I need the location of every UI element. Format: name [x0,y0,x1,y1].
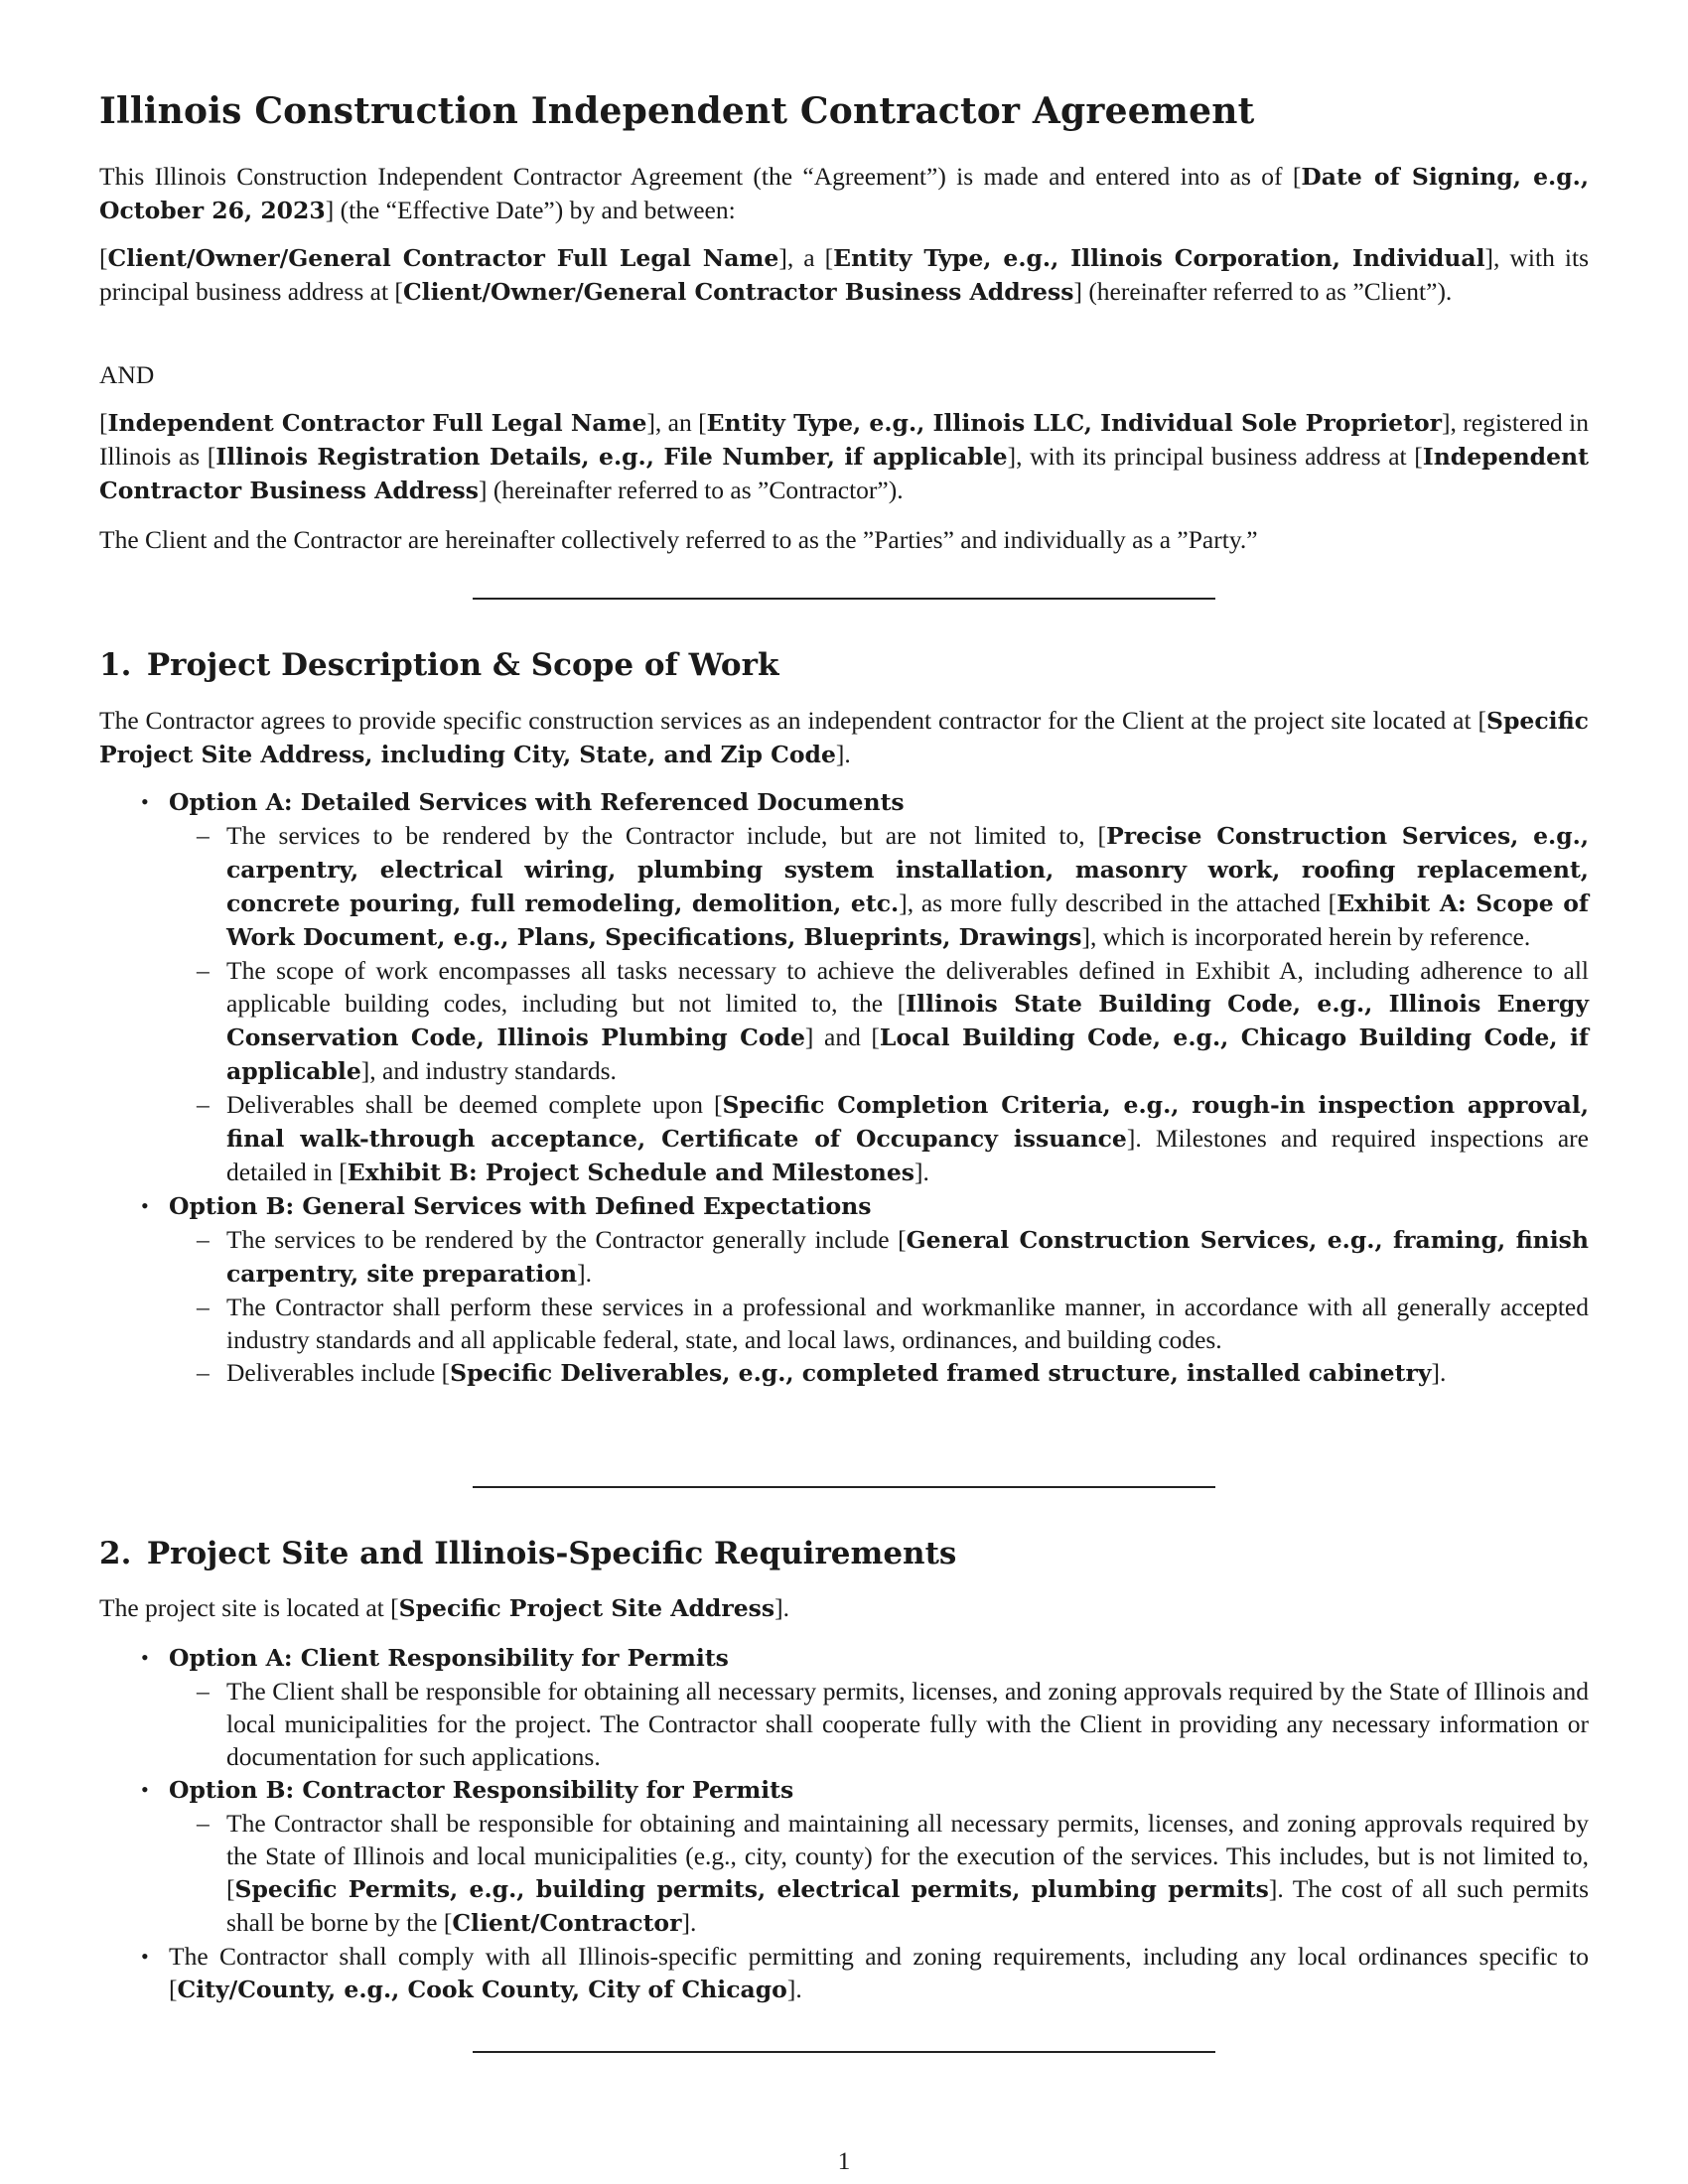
list-item: – The Client shall be responsible for obtaining all necessary permits, licenses, and zoning approvals required by the State of Illinois and local municipalities for the project. The Contractor shall cooperate fully with the Client in providing any necessary information or documentation for such applications. [197,1677,1589,1771]
list-item: – The services to be rendered by the Contractor generally include [General Construction Services, e.g., framing, finish carpentry, site preparation]. [197,1225,1589,1288]
option-b-label: Option B: Contractor Responsibility for Permits [169,1776,794,1804]
list-item: – The scope of work encompasses all tasks necessary to achieve the deliverables defined in Exhibit A, including adherence to all applicable building codes, including but not limited to, the [Illinois State Building Code, e.g., Illinois Energy Conservation Code, Illinois Plumbing Code] and [Local Building Code, e.g., Chicago Building Code, if applicable], and industry standards. [197,956,1589,1085]
option-b-label: Option B: General Services with Defined Expectations [169,1192,872,1220]
dash-icon: – [197,1293,210,1321]
list-item: – Deliverables include [Specific Deliverables, e.g., completed framed structure, installed cabinetry]. [197,1358,1447,1387]
compliance-item: • The Contractor shall comply with all Illinois-specific permitting and zoning requirements, including any local ordinances specific to [City/County, e.g., Cook County, City of Chicago]. [141,1942,1589,2003]
option-a-item [99,785,1589,1189]
option-a-item [99,1641,1589,1773]
preamble [99,160,1589,227]
section-1-intro: The Contractor agrees to provide specific construction services as an independent contractor for the Client at the project site located at [Specific Project Site Address, including City, State, and Zip Code]. [99,706,1589,768]
parties-definition-paragraph: The Client and the Contractor are hereinafter collectively referred to as the ”Parties” and individually as a ”Party.” [99,525,1258,554]
list-item: – The Contractor shall be responsible for obtaining and maintaining all necessary permits, licenses, and zoning approvals required by the State of Illinois and local municipalities (e.g., city, county) for the execution of the services. This includes, but is not limited to, [Specific Permits, e.g., building permits, electrical permits, plumbing permits]. The cost of all such permits shall be borne by the [Client/Contractor]. [197,1809,1589,1937]
list-item: – The Contractor shall perform these services in a professional and workmanlike manner, in accordance with all generally accepted industry standards and all applicable federal, state, and local laws, ordinances, and building codes. [197,1293,1589,1354]
document-title: Illinois Construction Independent Contractor Agreement [99,90,1255,132]
and-separator-text: AND [99,360,155,389]
client-party-paragraph: [Client/Owner/General Contractor Full Legal Name], a [Entity Type, e.g., Illinois Corporation, Individual], with its principal business address at [Client/Owner/General Contractor Business Address] (hereinafter referred to as ”Client”). [99,243,1590,306]
bullet-icon: • [141,1944,149,1969]
section-divider [473,2051,1215,2053]
contractor-party-paragraph: [Independent Contractor Full Legal Name], an [Entity Type, e.g., Illinois LLC, Individual Sole Proprietor], registered in Illinois as [Illinois Registration Details, e.g., File Number, if applicable], with its principal business address at [Independent Contractor Business Address] (hereinafter referred to as ”Contractor”). [99,408,1590,504]
option-b-item [99,1773,1589,1940]
list-item: – Deliverables shall be deemed complete upon [Specific Completion Criteria, e.g., rough-in inspection approval, final walk-through acceptance, Certificate of Occupancy issuance]. Milestones and required inspections are detailed in [Exhibit B: Project Schedule and Milestones]. [197,1090,1589,1186]
section-divider [473,1486,1215,1488]
dash-icon: – [197,1809,210,1838]
dash-icon: – [197,1090,210,1119]
dash-icon: – [197,821,210,850]
page-number: 1 [837,2146,851,2175]
bullet-icon: • [141,1777,149,1802]
section-1-heading: 1. Project Description & Scope of Work [99,647,779,683]
option-b-item [99,1189,1589,1390]
section-divider [473,598,1215,600]
section-2-options [99,1641,1589,2006]
bullet-icon: • [141,1193,149,1218]
bullet-icon: • [141,1645,149,1670]
section-1-options [99,785,1589,1390]
dash-icon: – [197,1677,210,1706]
option-a-label: Option A: Client Responsibility for Permits [169,1644,729,1672]
dash-icon: – [197,1225,210,1254]
section-2-heading: 2. Project Site and Illinois-Specific Requirements [99,1536,957,1571]
bullet-icon: • [141,789,149,814]
list-item: – The services to be rendered by the Contractor include, but are not limited to, [Precise Construction Services, e.g., carpentry, electrical wiring, plumbing system installation, masonry work, roofing replacement, concrete pouring, full remodeling, demolition, etc.], as more fully described in the attached [Exhibit A: Scope of Work Document, e.g., Plans, Specifications, Blueprints, Drawings], which is incorporated herein by reference. [197,821,1590,951]
option-a-label: Option A: Detailed Services with Referenced Documents [169,788,905,816]
dash-icon: – [197,956,210,985]
section-2-intro: The project site is located at [Specific Project Site Address]. [99,1593,789,1622]
document-page [99,0,1589,2184]
section-2 [99,1534,1589,1573]
dash-icon: – [197,1358,210,1387]
section-1 [99,645,1589,685]
preamble-paragraph: This Illinois Construction Independent Contractor Agreement (the “Agreement”) is made and entered into as of [Date of Signing, e.g., October 26, 2023] (the “Effective Date”) by and between: [99,162,1590,224]
